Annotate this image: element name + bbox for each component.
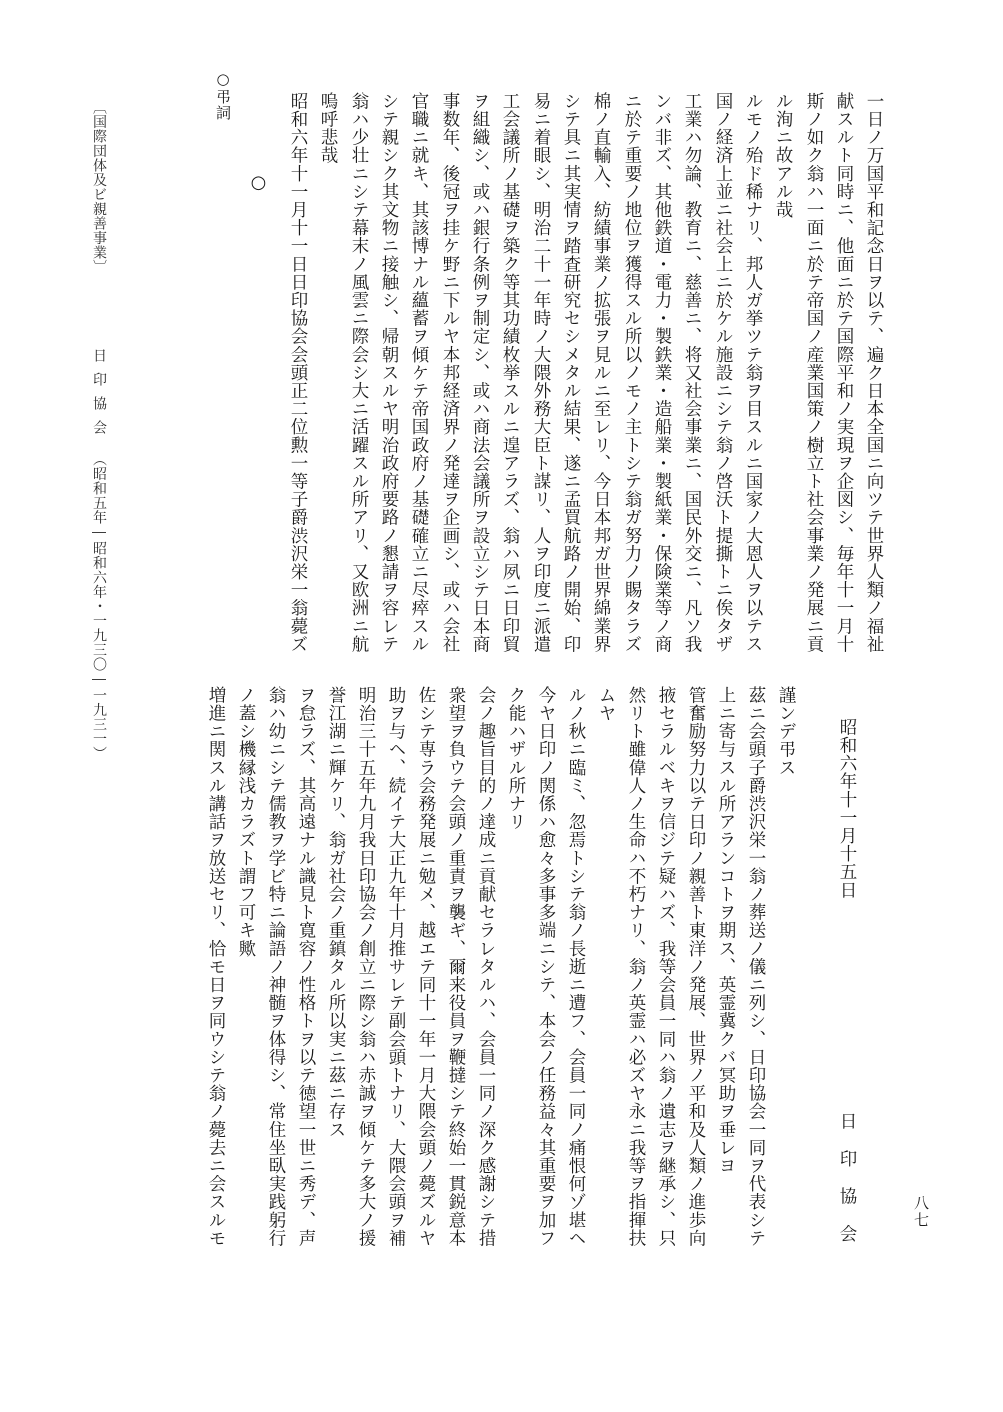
signature: 日印協会 bbox=[837, 1112, 857, 1262]
date-line: 昭和六年十一月十五日 bbox=[837, 718, 857, 899]
upper-column-8: 工会議所ノ基礎ヲ築ク等其功績枚挙スルニ遑アラズ、翁ハ夙ニ日印貿 bbox=[500, 92, 520, 654]
upper-column-5: 官職ニ就キ、其該博ナル蘊蓄ヲ傾ケテ帝国政府ノ基礎確立ニ尽瘁スル bbox=[409, 92, 429, 654]
lower-column-5: 誉江湖ニ輝ケリ、翁ガ社会ノ重鎮タル所以実ニ茲ニ存ス bbox=[326, 686, 346, 1139]
lower-column-13: ルノ秋ニ臨ミ、忽焉トシテ翁ノ長逝ニ遭フ、会員一同ノ痛恨何ゾ堪ヘ bbox=[566, 686, 586, 1248]
upper-column-1: 昭和六年十一月十一日日印協会会頭正二位勲一等子爵渋沢栄一翁薨ズ bbox=[288, 92, 308, 654]
upper-column-3: 翁ハ少壮ニシテ幕末ノ風雲ニ際会シ大ニ活躍スル所アリ、又欧洲ニ航 bbox=[349, 92, 369, 654]
running-title: 〔国際団体及ビ親善事業〕 bbox=[91, 100, 107, 274]
upper-column-4: シテ親シク其文物ニ接触シ、帰朝スルヤ明治政府要路ノ懇請ヲ容レテ bbox=[379, 92, 399, 654]
lower-column-20: 謹ンデ弔ス bbox=[776, 686, 796, 777]
lower-column-4: ヲ怠ラズ、其高遠ナル識見ト寛容ノ性格トヲ以テ徳望一世ニ秀デ、声 bbox=[296, 686, 316, 1248]
lower-column-11: ク能ハザル所ナリ bbox=[506, 686, 526, 831]
upper-column-11: 棉ノ直輸入、紡績事業ノ拡張ヲ見ルニ至レリ、今日本邦ガ世界綿業界 bbox=[591, 92, 611, 654]
upper-column-7: ヲ組織シ、或ハ銀行条例ヲ制定シ、或ハ商法会議所ヲ設立シテ日本商 bbox=[470, 92, 490, 654]
upper-column-6: 事数年、後冠ヲ挂ケ野ニ下ルヤ本邦経済界ノ発達ヲ企画シ、或ハ会社 bbox=[440, 92, 460, 654]
upper-column-15: 国ノ経済上並ニ社会上ニ於ケル施設ニシテ翁ノ啓沃ト提撕トニ俟タザ bbox=[713, 92, 733, 654]
lower-column-8: 佐シテ専ラ会務発展ニ勉メ、越エテ同十一年一月大隈会頭ノ薨ズルヤ bbox=[416, 686, 436, 1248]
lower-column-12: 今ヤ日印ノ関係ハ愈々多事多端ニシテ、本会ノ任務益々其重要ヲ加フ bbox=[536, 686, 556, 1248]
upper-column-16: ルモノ殆ド稀ナリ、邦人ガ挙ツテ翁ヲ目スルニ国家ノ大恩人ヲ以テス bbox=[743, 92, 763, 654]
lower-column-19: 茲ニ会頭子爵渋沢栄一翁ノ葬送ノ儀ニ列シ、日印協会一同ヲ代表シテ bbox=[746, 686, 766, 1248]
running-period: （昭和五年―昭和六年・一九三〇―一九三一） bbox=[91, 452, 107, 761]
lower-column-1: 増進ニ関スル講話ヲ放送セリ、恰モ日ヲ同ウシテ翁ノ薨去ニ会スルモ bbox=[206, 686, 226, 1248]
upper-column-13: ンバ非ズ、其他鉄道・電力・製鉄業・造船業・製紙業・保険業等ノ商 bbox=[652, 92, 672, 654]
lower-column-6: 明治三十五年九月我日印協会ノ創立ニ際シ翁ハ赤誠ヲ傾ケテ多大ノ援 bbox=[356, 686, 376, 1248]
lower-column-3: 翁ハ幼ニシテ儒教ヲ学ビ特ニ論語ノ神髄ヲ体得シ、常住坐臥実践躬行 bbox=[266, 686, 286, 1248]
lower-column-10: 会ノ趣旨目的ノ達成ニ貢献セラレタルハ、会員一同ノ深ク感謝シテ措 bbox=[476, 686, 496, 1248]
upper-column-19: 献スルト同時ニ、他面ニ於テ国際平和ノ実現ヲ企図シ、毎年十一月十 bbox=[834, 92, 854, 654]
upper-column-12: ニ於テ重要ノ地位ヲ獲得スル所以ノモノ主トシテ翁ガ努力ノ賜タラズ bbox=[622, 92, 642, 654]
upper-column-20: 一日ノ万国平和記念日ヲ以テ、遍ク日本全国ニ向ツテ世界人類ノ福祉 bbox=[864, 92, 884, 654]
lower-column-9: 衆望ヲ負ウテ会頭ノ重責ヲ襲ギ、爾来役員ヲ鞭撻シテ終始一貫鋭意本 bbox=[446, 686, 466, 1248]
heading-choji: ○弔詞 bbox=[214, 70, 232, 121]
lower-column-7: 助ヲ与ヘ、続イテ大正九年十月推サレテ副会頭トナリ、大隈会頭ヲ補 bbox=[386, 686, 406, 1248]
page-number: 八七 bbox=[912, 1195, 930, 1229]
running-org: 日印協会 bbox=[91, 348, 107, 444]
lower-column-17: 管奮励努力以テ日印ノ親善ト東洋ノ発展、世界ノ平和及人類ノ進歩向 bbox=[686, 686, 706, 1248]
lower-column-14: ムヤ bbox=[596, 686, 616, 723]
upper-column-17: ル洵ニ故アル哉 bbox=[773, 92, 793, 219]
lower-column-2: ノ蓋シ機縁浅カラズト謂フ可キ歟 bbox=[236, 686, 256, 958]
upper-column-9: 易ニ着眼シ、明治二十一年時ノ大隈外務大臣ト謀リ、人ヲ印度ニ派遣 bbox=[531, 92, 551, 654]
upper-column-2: 嗚呼悲哉 bbox=[318, 92, 338, 165]
upper-column-10: シテ具ニ其実情ヲ踏査研究セシメタル結果、遂ニ孟買航路ノ開始、印 bbox=[561, 92, 581, 654]
lower-column-16: 掖セラルベキヲ信ジテ疑ハズ、我等会員一同ハ翁ノ遺志ヲ継承シ、只 bbox=[656, 686, 676, 1248]
upper-column-18: 斯ノ如ク翁ハ一面ニ於テ帝国ノ産業国策ノ樹立ト社会事業ノ発展ニ貢 bbox=[804, 92, 824, 654]
circle-mark: ○ bbox=[248, 172, 269, 194]
lower-column-18: 上ニ寄与スル所アランコトヲ期ス、英霊冀クバ冥助ヲ垂レヨ bbox=[716, 686, 736, 1175]
lower-column-15: 然リト雖偉人ノ生命ハ不朽ナリ、翁ノ英霊ハ必ズヤ永ニ我等ヲ指揮扶 bbox=[626, 686, 646, 1248]
upper-column-14: 工業ハ勿論、教育ニ、慈善ニ、将又社会事業ニ、国民外交ニ、凡ソ我 bbox=[682, 92, 702, 654]
